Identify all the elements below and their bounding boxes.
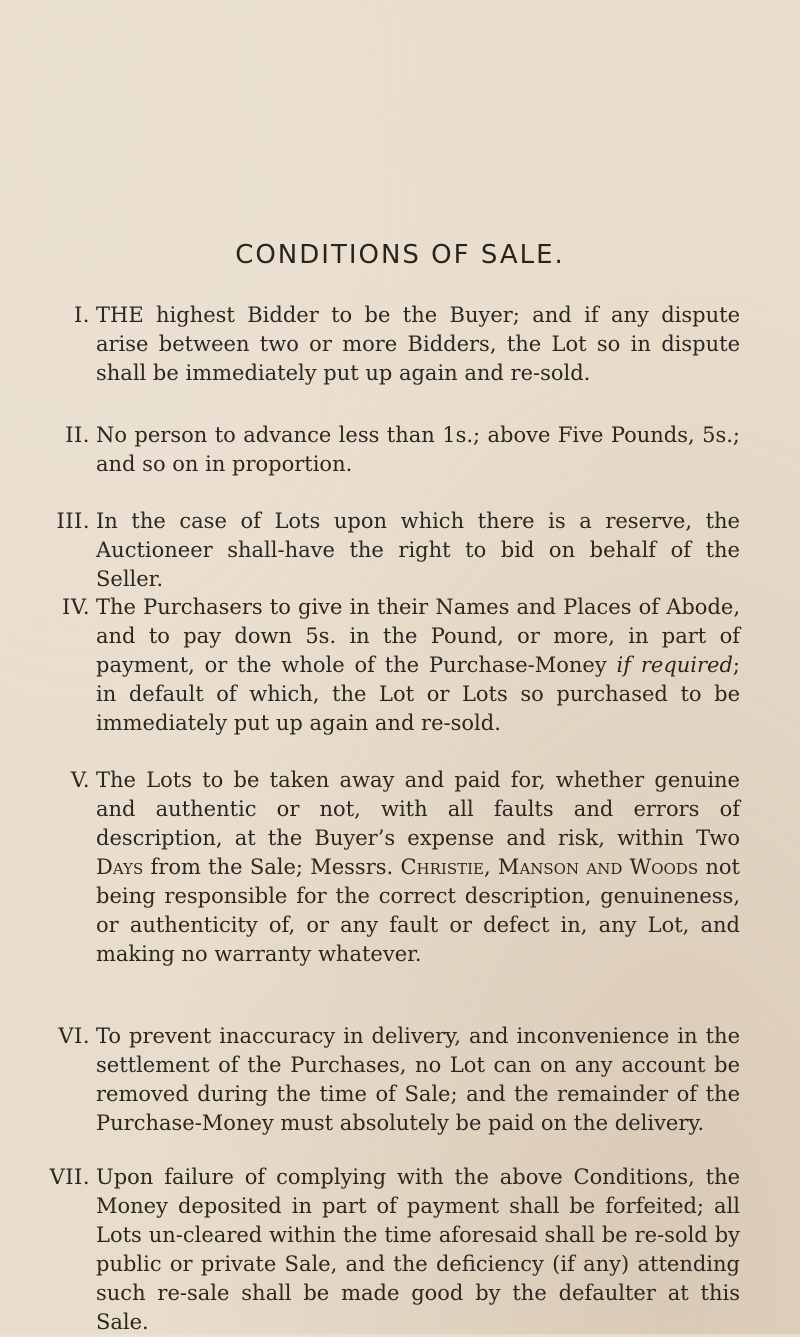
condition-text: No person to advance less than 1s.; above Five Pounds, 5s.; and so on in proportion. [96,423,740,476]
condition-numeral: II. [65,423,90,447]
condition-text-part: from the Sale; Messrs. [143,855,401,879]
auctioneer-firm-name: Christie, Manson and Woods [400,855,699,879]
condition-text: Upon failure of complying with the above Conditions, the Money deposited in part of payment shall be forfeited; all Lots un-cleared within the time aforesaid shall be re-sold by public or private Sale, and the deficiency (if any) attending such re-sale shall be made good by the defaulter at this Sale. [96,1165,740,1334]
condition-text-part: not being responsible for the correct description, genuineness, or authenticity of, or any fault or defect in, any Lot, and making no warranty whatever. [96,855,740,966]
condition-numeral: VII. [49,1165,90,1189]
condition-text: THE highest Bidder to be the Buyer; and if any dispute arise between two or more Bidders, the Lot so in dispute shall be immediately put up again and re-sold. [96,303,740,385]
page-title: CONDITIONS OF SALE. [235,240,565,270]
condition-text: To prevent inaccuracy in delivery, and inconvenience in the settlement of the Purchases, no Lot can on any account be removed during the time of Sale; and the remainder of the Purchase-Money must absolutely be paid on the delivery. [96,1024,740,1135]
condition-numeral: I. [74,303,90,327]
condition-numeral: V. [70,768,90,792]
condition-text [96,766,740,969]
condition-text: In the case of Lots upon which there is a reserve, the Auctioneer shall-have the right to bid on behalf of the Seller. [96,509,740,591]
condition-text-part: ; in default of which, the Lot or Lots so purchased to be immediately put up again and re-sold. [96,653,740,735]
condition-text-italic: if required [616,653,733,677]
condition-text [96,593,740,738]
condition-numeral: IV. [62,595,90,619]
condition-numeral: VI. [58,1024,90,1048]
condition-text-part: The Lots to be taken away and paid for, whether genuine and authentic or not, with all faults and errors of description, at the Buyer’s expense and risk, within Two [96,768,740,850]
condition-text-days: Days [96,855,144,879]
condition-text-part: The Purchasers to give in their Names and Places of Abode, and to pay down 5s. in the Pound, or more, in part of payment, or the whole of the Purchase-Money [96,595,740,677]
condition-numeral: III. [56,509,90,533]
